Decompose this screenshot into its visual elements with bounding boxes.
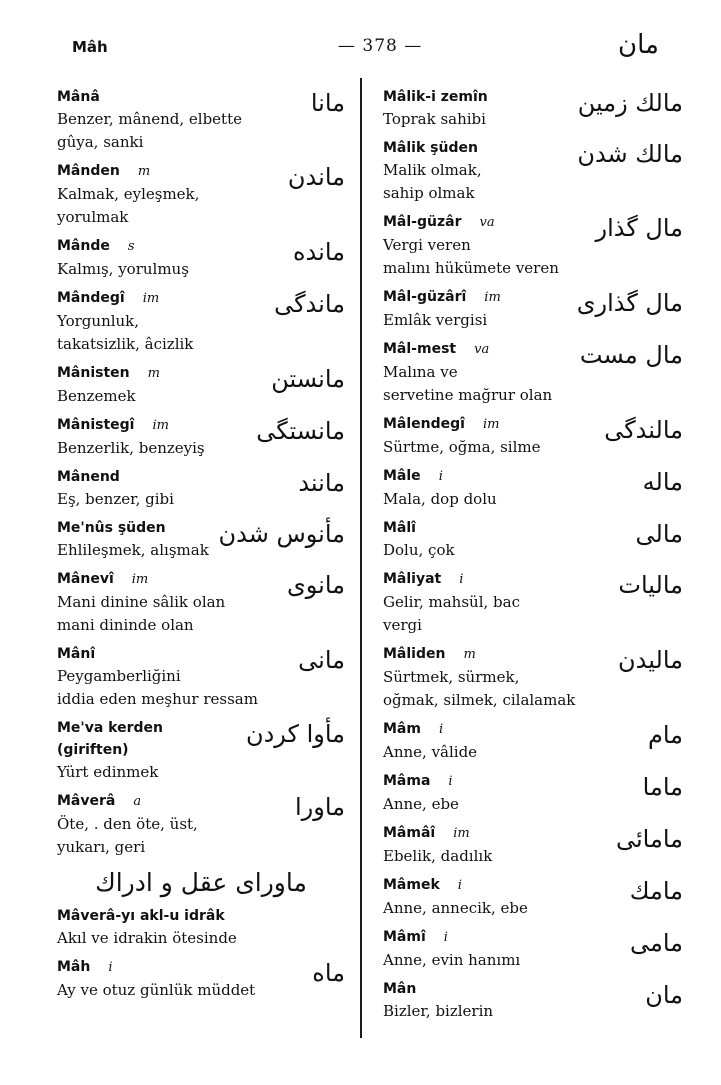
entry-headword [57,86,345,108]
part-of-speech: im [482,417,500,432]
part-of-speech: i [438,469,443,484]
headword-text: Mâl-mest [383,341,457,357]
headword-text: Mân [383,981,417,997]
running-head-left: Mâh [72,38,108,56]
part-of-speech: va [479,215,495,230]
persian-headword: ماه [312,959,345,987]
dictionary-entry [57,414,345,460]
persian-headword: مالندگی [604,416,683,444]
entry-definition: Bizler, bizlerin [383,1002,494,1020]
headword-text: Mâma [383,773,431,789]
entry-definition: Ehlileşmek, alışmak [57,541,209,559]
part-of-speech: im [484,290,501,305]
entry-definition: Anne, annecik, ebe [383,899,528,917]
headword-text: Mânevî [57,571,114,587]
persian-headword: مأنوس شدن [218,520,345,548]
persian-headword: مانوی [286,571,345,599]
headword-text: Mâlendegî [383,416,465,432]
persian-headword: مامائی [615,825,683,853]
persian-headword: مانستگی [256,417,345,445]
entry-definition: Malına ve servetine mağrur olan [383,363,553,404]
persian-headword: ماندگی [274,290,345,318]
entry-definition: Sürtme, oğma, silme [383,438,541,456]
dictionary-entry [57,160,345,229]
entry-definition: Yürt edinmek [57,763,159,781]
headword-text: Mâmî [383,929,426,945]
persian-phrase: ماورای عقل و ادراك [95,868,307,897]
column-divider [360,78,362,1038]
persian-headword: مام [647,721,683,749]
page-number: — 378 — [338,36,423,56]
headword-text: Mâle [383,468,421,484]
persian-headword: مانا [310,89,345,117]
dictionary-entry [383,517,683,562]
dictionary-entry [383,874,683,920]
headword-text: Mânî [57,646,96,662]
entry-definition: Emlâk vergisi [383,311,488,329]
entry-definition: Kalmış, yorulmuş [57,260,189,278]
part-of-speech: m [147,366,160,381]
dictionary-entry [383,286,683,332]
dictionary-entry [57,235,345,281]
entry-definition: Gelir, mahsül, bac vergi [383,593,520,634]
headword-text: Mâlî [383,520,416,536]
part-of-speech: i [443,930,448,945]
headword-text: Mâverâ-yı akl-u idrâk [57,908,225,924]
dictionary-entry [57,466,345,511]
entry-definition: Anne, evin hanımı [383,951,521,969]
dictionary-entry [383,465,683,511]
dictionary-entry [383,568,683,637]
dictionary-entry [383,926,683,972]
headword-text: Mâliyat [383,571,442,587]
dictionary-entry [57,643,345,711]
dictionary-entry [383,211,683,280]
headword-text: Mâm [383,721,421,737]
persian-headword: ماما [642,773,683,801]
persian-headword: مانی [298,646,345,674]
dictionary-entry [383,137,683,205]
dictionary-entry [383,86,683,131]
dictionary-entry [57,517,345,562]
headword-text: Mâliden [383,646,446,662]
headword-text: Mâmâî [383,825,436,841]
dictionary-entry [57,905,345,950]
headword-text: Me'va kerden (giriften) [57,720,163,758]
entry-definition: Öte, . den öte, üst, yukarı, geri [57,815,198,856]
headword-text: Mânde [57,238,110,254]
part-of-speech: i [448,774,453,789]
entry-headword [383,718,683,741]
part-of-speech: i [108,960,113,975]
part-of-speech: i [438,722,444,737]
dictionary-entry [57,717,345,784]
dictionary-entry [383,718,683,764]
headword-text: Mâl-güzârî [383,289,467,305]
part-of-speech: i [457,878,462,893]
dictionary-entry [57,86,345,154]
entry-headword [57,905,345,927]
entry-definition: Kalmak, eyleşmek, yorulmak [57,185,200,226]
part-of-speech: im [152,418,169,433]
entry-definition: Benzemek [57,387,136,405]
part-of-speech: m [137,164,151,179]
headword-text: Mânâ [57,89,100,105]
part-of-speech: im [131,572,149,587]
headword-text: Mâverâ [57,793,116,809]
persian-headword: مالیات [618,571,683,599]
entry-definition: Toprak sahibi [383,110,486,128]
headword-text: Mâmek [383,877,440,893]
headword-text: Mâl-güzâr [383,214,462,230]
headword-text: Mânend [57,469,120,485]
entry-definition: Peygamberliğini iddia eden meşhur ressam [57,667,258,708]
entry-definition: Mani dinine sâlik olan mani dininde olan [57,593,226,634]
entry-definition: Malik olmak, sahip olmak [383,161,482,202]
entry-definition: Benzer, mânend, elbette gûya, sanki [57,110,242,151]
persian-headword: ماورا [294,793,345,821]
entry-definition: Vergi veren malını hükümete veren [383,236,559,277]
dictionary-entry [383,978,683,1023]
entry-headword [383,978,683,1000]
headword-text: Me'nûs şüden [57,520,166,536]
persian-headword: مال مست [579,341,683,369]
dictionary-entry [57,568,345,637]
dictionary-entry [383,643,683,712]
entry-headword [57,956,345,979]
dictionary-entry [57,790,345,859]
persian-headword: مانستن [271,365,345,393]
headword-text: Mândegî [57,290,125,306]
part-of-speech: im [142,291,160,306]
dictionary-entry [57,362,345,408]
part-of-speech: m [463,647,476,662]
persian-headword: مال گذار [595,214,683,242]
entry-definition: Anne, vâlide [383,743,478,761]
persian-headword: مان [645,981,683,1009]
part-of-speech: im [453,826,470,841]
entry-definition: Dolu, çok [383,541,455,559]
left-column [57,86,345,1008]
persian-headword: مالك زمين [577,89,683,117]
page-header [0,0,721,70]
headword-text: Mâlik şüden [383,140,478,156]
entry-definition: Benzerlik, benzeyiş [57,439,205,457]
part-of-speech: i [459,572,464,587]
entry-definition: Anne, ebe [383,795,459,813]
persian-headword: مالی [635,520,683,548]
dictionary-entry [57,956,345,1002]
entry-definition: Mala, dop dolu [383,490,497,508]
entry-definition: Ay ve otuz günlük müddet [57,981,256,999]
entry-definition: Akıl ve idrakin ötesinde [57,929,237,947]
right-column [383,86,683,1029]
persian-headword: ماندن [287,163,345,191]
entry-definition: Yorgunluk, takatsizlik, âcizlik [57,312,194,353]
persian-headword: مال گذاری [576,289,683,317]
persian-headword: مأوا کردن [245,720,345,748]
headword-text: Mânistegî [57,417,135,433]
part-of-speech: va [474,342,490,357]
persian-headword: ماله [642,468,683,496]
entry-definition: Sürtmek, sürmek, oğmak, silmek, cilalamak [383,668,576,709]
persian-headword: مالیدن [618,646,683,674]
entry-definition: Ebelik, dadılık [383,847,493,865]
headword-text: Mânisten [57,365,130,381]
dictionary-entry [383,822,683,868]
dictionary-entry [383,338,683,407]
persian-headword: مامی [629,929,683,957]
headword-text: Mâh [57,959,91,975]
persian-headword: مانده [292,238,345,266]
entry-headword [383,465,683,488]
running-head-right: مان [618,30,659,60]
dictionary-entry [383,413,683,459]
entry-headword [383,770,683,793]
part-of-speech: a [133,794,142,809]
entry-definition: Eş, benzer, gibi [57,490,174,508]
dictionary-entry [383,770,683,816]
headword-text: Mâlik-i zemîn [383,89,488,105]
dictionary-entry [57,287,345,356]
part-of-speech: s [127,239,135,254]
persian-headword: مالك شدن [577,140,683,168]
headword-text: Mânden [57,163,120,179]
persian-headword: مامك [629,877,683,905]
persian-headword: مانند [298,469,345,497]
